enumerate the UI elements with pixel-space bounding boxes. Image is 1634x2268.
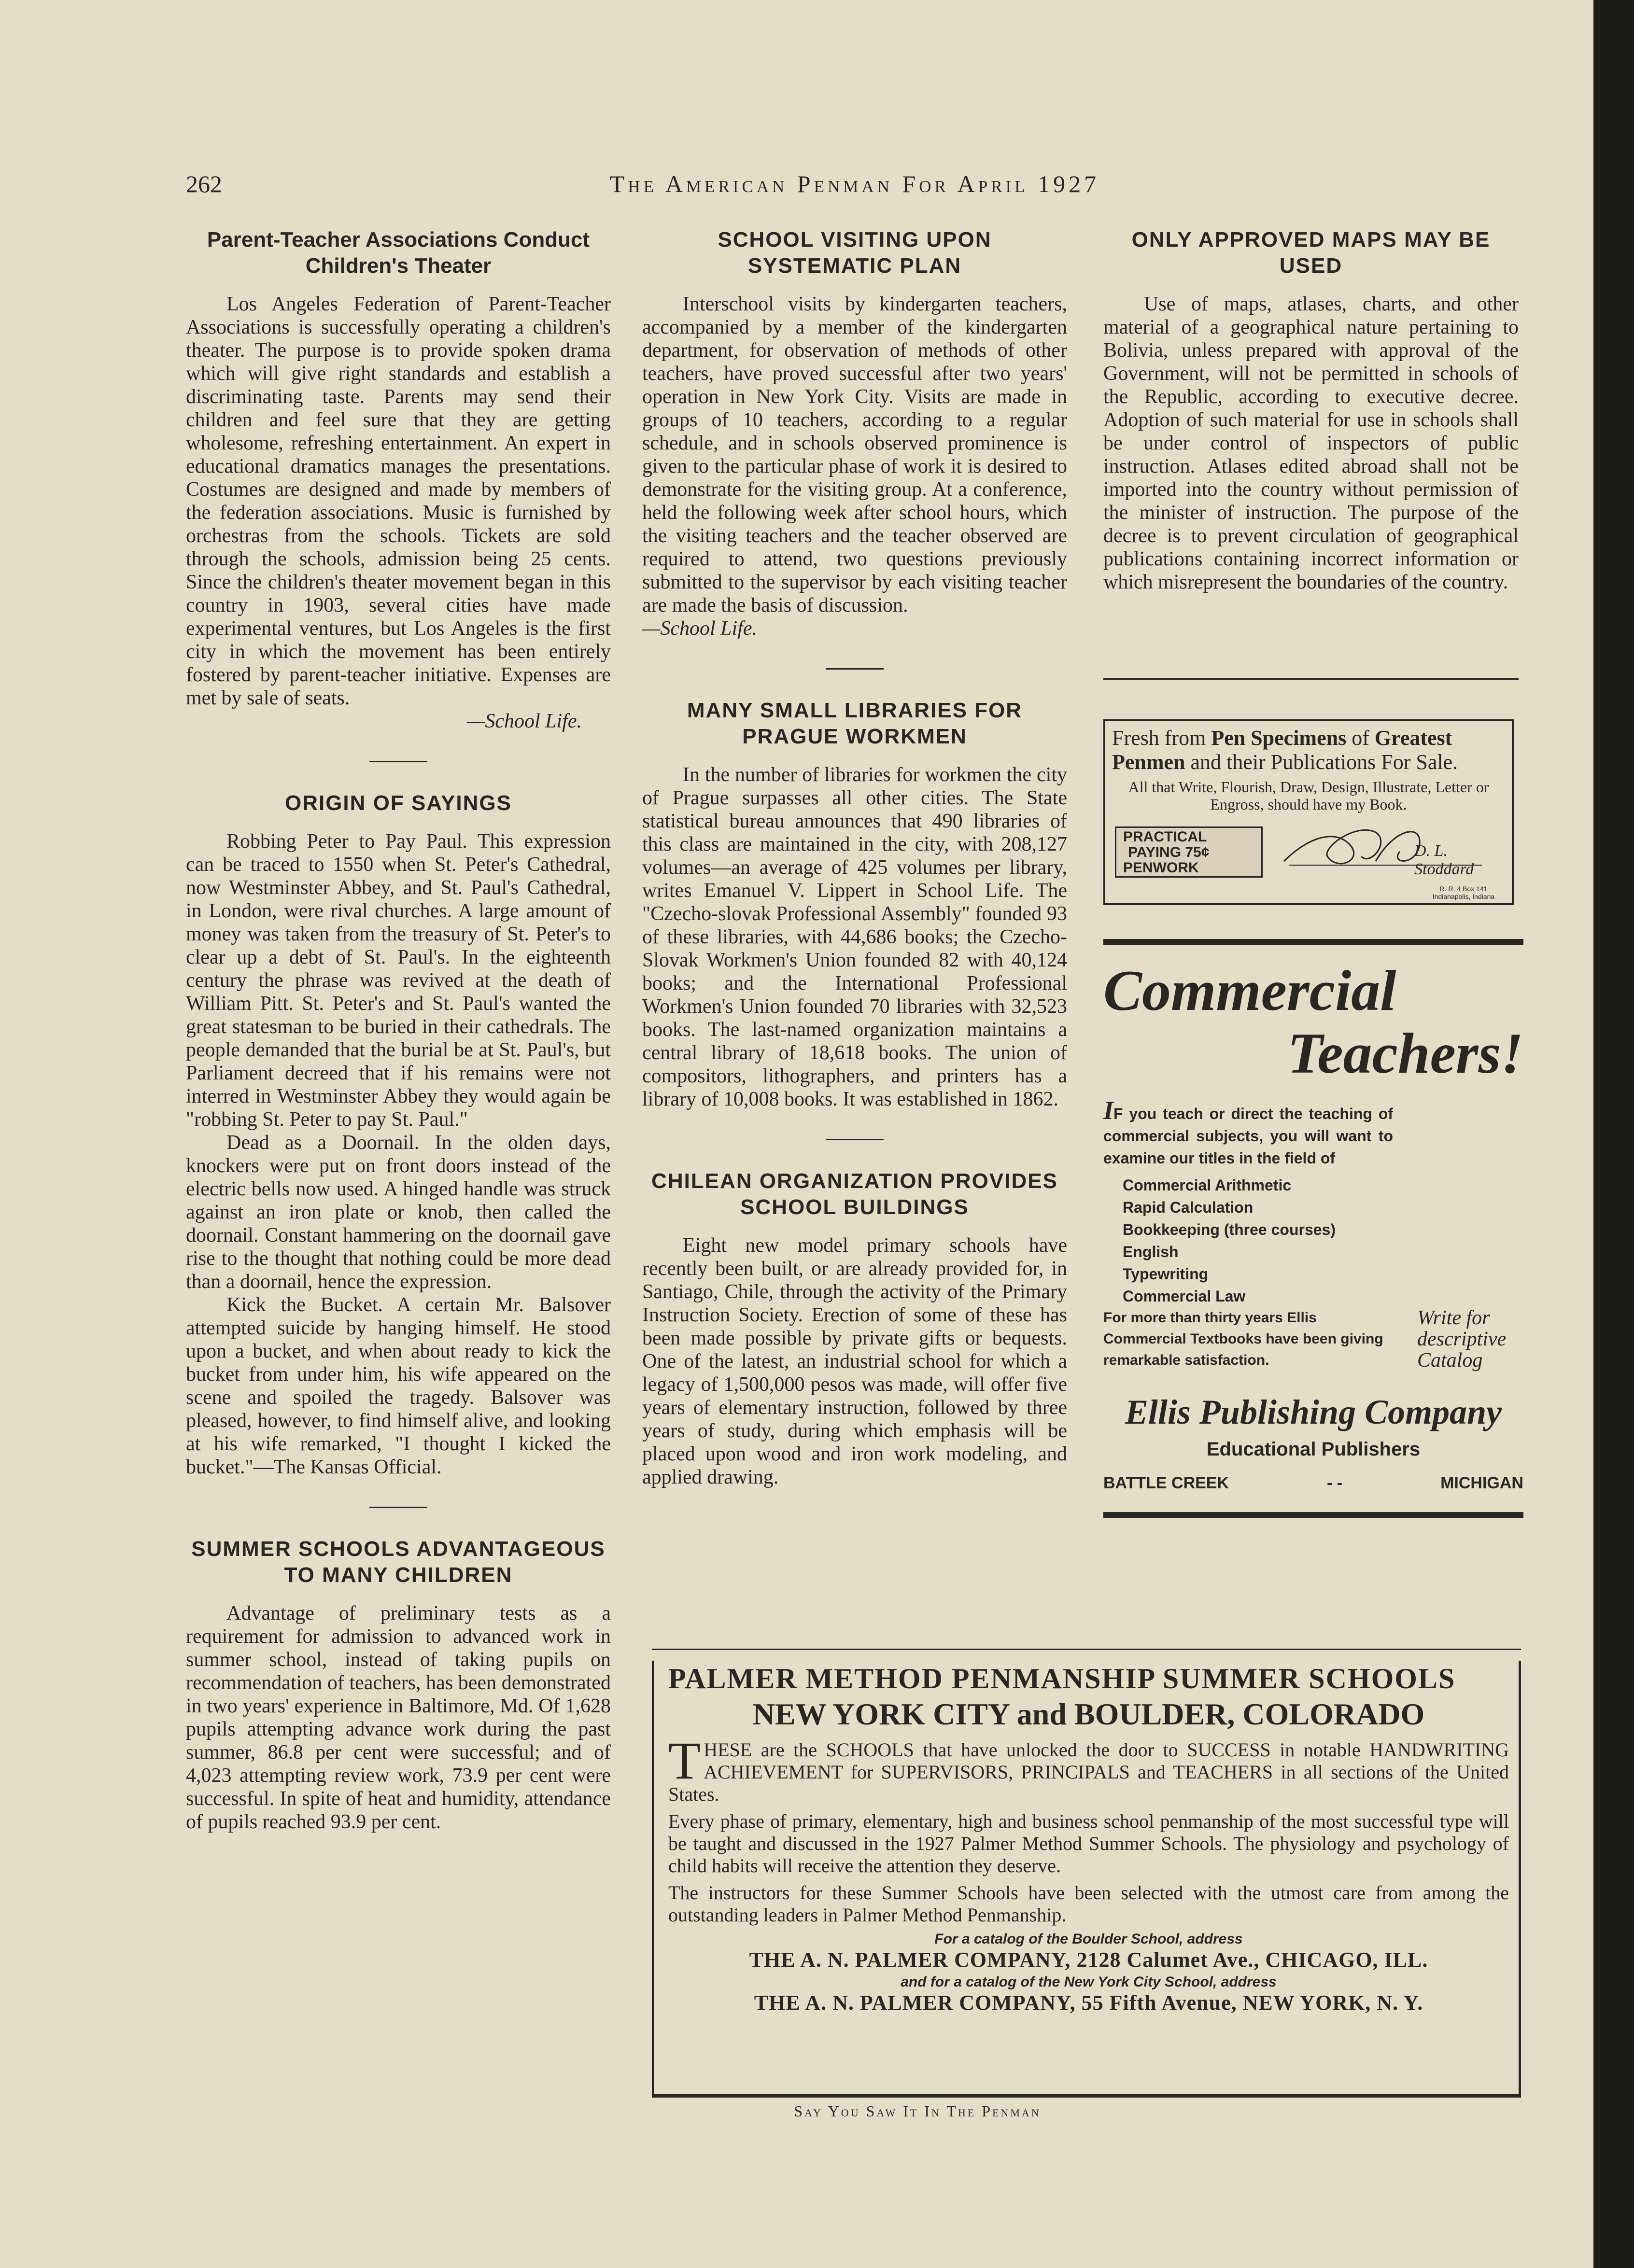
publisher-location: BATTLE CREEK - - MICHIGAN — [1103, 1474, 1523, 1492]
column-2 — [642, 227, 1067, 1489]
practical-penwork-logo: PRACTICAL PAYING 75¢ PENWORK — [1115, 826, 1263, 878]
article-title-school-visiting: SCHOOL VISITING UPON SYSTEMATIC PLAN — [718, 228, 992, 278]
article-body-approved-maps: Use of maps, atlases, charts, and other material of a geographical nature pertaining to Bolivia, unless prepared with approval of the Government, will not be permitted in schools of the Republic, according to executive decree. Adoption of such material for use in schools shall be under control of inspectors of public instruction. Atlases edited abroad shall not be imported into the country without permission of the minister of instruction. The purpose of the decree is to prevent circulation of geographical publications containing incorrect information or which misrepresent the boundaries of the country. — [1103, 293, 1519, 593]
section-divider — [826, 668, 884, 670]
list-item: Typewriting — [1123, 1265, 1209, 1283]
list-item: Bookkeeping (three courses) — [1123, 1221, 1336, 1238]
list-item: Commercial Law — [1123, 1288, 1246, 1305]
list-item: Commercial Arithmetic — [1123, 1176, 1292, 1194]
publisher-name: Ellis Publishing Company — [1125, 1393, 1502, 1431]
article-title-parent-teacher: Parent-Teacher Associations Conduct Children's Theater — [207, 228, 590, 278]
palmer-ad-note: For a catalog of the Boulder School, address — [934, 1931, 1243, 1947]
article-title-approved-maps: ONLY APPROVED MAPS MAY BE USED — [1131, 228, 1491, 278]
list-item: Rapid Calculation — [1123, 1199, 1254, 1216]
ad-satisfaction-text: For more than thirty years Ellis Commercial Textbooks have been giving remarkable satisfaction. — [1103, 1310, 1383, 1368]
commercial-teachers-ad — [1103, 939, 1523, 1627]
palmer-ad-paragraph: THESE are the SCHOOLS that have unlocked the door to SUCCESS in notable HANDWRITING ACHIEVEMENT for SUPERVISORS, PRINCIPALS and TEACHERS in all sections of the United States. — [668, 1731, 1509, 1805]
palmer-ad-address: THE A. N. PALMER COMPANY, 55 Fifth Avenue, NEW YORK, N. Y. — [754, 1991, 1423, 2015]
article-body-robbing-peter: Robbing Peter to Pay Paul. This expression can be traced to 1550 when St. Peter's Cathedral, now Westminster Abbey, and St. Paul's Cathedral, in London, were rival churches. A large amount of money was taken from the treasury of St. Peter's to clear up a debt of St. Paul's. In the eighteenth century the phrase was revived at the death of William Pitt. St. Peter's and St. Paul's wanted the great statesman to be buried in their cathedrals. The people demanded that the burial be at St. Paul's, but Parliament decreed that if his remains were not interred in Westminster Abbey they would again be "robbing St. Peter to pay St. Paul." — [186, 830, 611, 1131]
page-number: 262 — [186, 170, 222, 197]
palmer-ad-subheadline: NEW YORK CITY and BOULDER, COLORADO — [752, 1697, 1425, 1731]
article-body-summer-schools: Advantage of preliminary tests as a requirement for admission to advanced work in summer school, instead of taking pupils on recommendation of teachers, has been demonstrated in two years' experience in Baltimore, Md. Of 1,628 pupils attempting advance work during the past summer, 86.8 per cent were successful; and of 4,023 attempting review work, 73.9 per cent were successful. In spite of heat and humidity, attendance of pupils reached 93.9 per cent. — [186, 1602, 611, 1833]
pen-ad-address: R. R. 4 Box 141 Indianapolis, Indiana — [1432, 885, 1495, 900]
article-body-parent-teacher: Los Angeles Federation of Parent-Teacher Associations is successfully operating a children's theater. The purpose is to provide spoken drama which will give right standards and establish a discriminating taste. Parents may send their children and feel sure that they are getting wholesome, refreshing entertainment. An expert in educational dramatics manages the presentations. Costumes are designed and made by members of the federation associations. Music is furnished by orchestras from the schools. Tickets are sold through the schools, admission being 25 cents. Since the children's theater movement began in this country in 1903, several cities have made experimental ventures, but Los Angeles is the first city in which the movement has been entirely fostered by parent-teacher initiative. Expenses are met by sale of seats. — [186, 293, 611, 709]
citation: —School Life. — [642, 617, 757, 640]
ad-headline-teachers: Teachers! — [1287, 1021, 1523, 1085]
pen-ad-headline: Fresh from Pen Specimens of Greatest Penmen and their Publications For Sale. — [1112, 726, 1458, 774]
palmer-ad-paragraph: The instructors for these Summer Schools have been selected with the utmost care from among the outstanding leaders in Palmer Method Penmanship. — [668, 1882, 1509, 1926]
ad-headline-commercial: Commercial — [1103, 958, 1396, 1022]
palmer-top-divider — [652, 1649, 1521, 1650]
ad-top-rule — [1103, 939, 1523, 945]
palmer-ad-headline: PALMER METHOD PENMANSHIP SUMMER SCHOOLS — [668, 1663, 1456, 1694]
article-body-chilean-schools: Eight new model primary schools have recently been built, or are already provided for, in Santiago, Chile, through the activity of the Primary Instruction Society. Erection of some of these has been made possible by private gifts or bequests. One of the latest, an industrial school for which a legacy of 1,500,000 pesos was made, will offer five years of elementary instruction, followed by three years of study, during which emphasis will be placed upon wood and iron work modeling, and applied drawing. — [642, 1234, 1067, 1488]
pen-ad-subline: All that Write, Flourish, Draw, Design, Illustrate, Letter or Engross, should have my Book. — [1128, 778, 1489, 813]
book-spine — [1593, 0, 1634, 2268]
running-head: The American Penman For April 1927 — [609, 170, 1100, 197]
article-title-origin-of-sayings: ORIGIN OF SAYINGS — [284, 791, 512, 815]
article-title-summer-schools: SUMMER SCHOOLS ADVANTAGEOUS TO MANY CHILDREN — [191, 1537, 606, 1587]
article-body-prague-libraries: In the number of libraries for workmen the city of Prague surpasses all other cities. The State statistical bureau announces that 490 libraries of this class are maintained in the city, with 208,127 volumes—an average of 425 volumes per library, writes Emanuel V. Lippert in School Life. The "Czecho-slovak Professional Assembly" founded 93 of these libraries, with 44,686 books; the Czecho-Slovak Workmen's Union founded 82 with 40,124 books; and the International Professional Workmen's Union founded 70 libraries with 32,523 books. The last-named organization maintains a central library of 18,618 books. The union of compositors, lithographers, and printers has a library of 10,008 books. It was established in 1862. — [642, 764, 1067, 1110]
stoddard-signature: D. L. Stoddard — [1279, 818, 1492, 876]
column-3 — [1103, 227, 1519, 594]
section-divider — [369, 1507, 427, 1508]
textbook-title-list — [1123, 1174, 1523, 1307]
article-body-doornail: Dead as a Doornail. In the olden days, knockers were put on front doors instead of the electric bells now used. A hinged handle was struck against an iron plate or knob, then called the doornail. Constant hammering on the doornail gave rise to the thought that nothing could be more dead than a doornail, hence the expression. — [186, 1132, 611, 1293]
section-divider — [826, 1139, 884, 1140]
ad-bottom-rule — [1103, 1512, 1523, 1518]
pen-specimens-ad — [1103, 719, 1514, 905]
ad-write-for-catalog: Write for descriptive Catalog — [1417, 1307, 1507, 1372]
page-footer: Say You Saw It In The Penman — [794, 2102, 1041, 2120]
article-title-prague-libraries: MANY SMALL LIBRARIES FOR PRAGUE WORKMEN — [687, 699, 1023, 748]
column-3-divider — [1103, 678, 1519, 680]
citation: —School Life. — [467, 710, 582, 732]
list-item: English — [1123, 1243, 1179, 1260]
ad-lead-text: IF you teach or direct the teaching of commercial subjects, you will want to examine our titles in the field of — [1103, 1096, 1393, 1167]
palmer-method-ad — [652, 1661, 1521, 2098]
article-body-school-visiting: Interschool visits by kindergarten teachers, accompanied by a member of the kindergarten department, for observation of methods of other teachers, have proved successful after two years' operation in New York City. Visits are made in groups of 10 teachers, according to a regular schedule, and in schools observed prominence is given to the particular phase of work it is desired to demonstrate for the visiting group. At a conference, held the following week after school hours, which the visiting teachers and the teacher observed are required to attend, two questions previously submitted to the supervisor by each visiting teacher are made the basis of discussion. — [642, 293, 1067, 616]
palmer-ad-body — [668, 1731, 1509, 1926]
palmer-ad-paragraph: Every phase of primary, elementary, high and business school penmanship of the most successful type will be taught and discussed in the 1927 Palmer Method Summer Schools. The physiology and psychology of child habits will receive the attention they deserve. — [668, 1810, 1509, 1876]
palmer-ad-address: THE A. N. PALMER COMPANY, 2128 Calumet Ave., CHICAGO, ILL. — [749, 1948, 1428, 1972]
section-divider — [369, 761, 427, 762]
publisher-tagline: Educational Publishers — [1206, 1439, 1421, 1460]
article-title-chilean-schools: CHILEAN ORGANIZATION PROVIDES SCHOOL BUILDINGS — [651, 1169, 1058, 1219]
article-body-kick-the-bucket: Kick the Bucket. A certain Mr. Balsover attempted suicide by hanging himself. He stood upon a bucket, and when about ready to kick the bucket from under him, his wife appeared on the scene and spoiled the tragedy. Balsover was pleased, however, to find himself alive, and looking at his wife remarked, "I thought I kicked the bucket."—The Kansas Official. — [186, 1294, 611, 1478]
palmer-ad-note: and for a catalog of the New York City School, address — [901, 1974, 1277, 1990]
ad-bottom-block — [1103, 1307, 1523, 1371]
column-1 — [186, 227, 611, 1834]
